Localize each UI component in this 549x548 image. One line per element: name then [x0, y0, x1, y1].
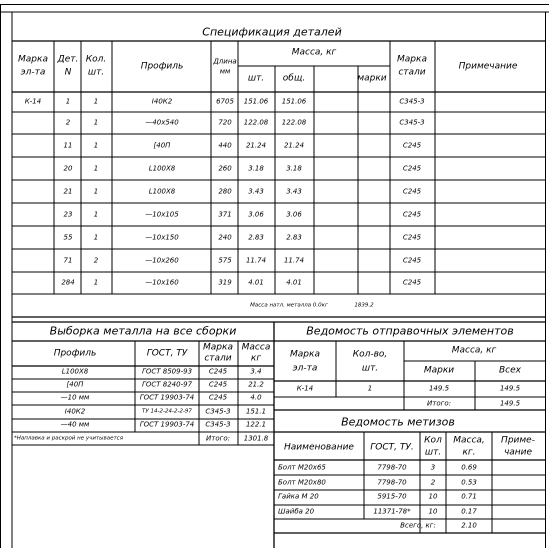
- header-marka-stali-line2: стали: [398, 67, 426, 78]
- table-cell: 4.01: [286, 278, 302, 287]
- header-obsh: общ.: [282, 73, 306, 84]
- table-cell: 3.4: [250, 367, 262, 376]
- table-cell: 2.83: [286, 233, 302, 242]
- table-cell: 1: [93, 187, 99, 196]
- table-cell: 5915-70: [377, 492, 407, 501]
- spec-total-value: 1839.2: [354, 302, 374, 309]
- header-profil: Профиль: [140, 61, 184, 72]
- metizy-title: Ведомость метизов: [341, 415, 455, 429]
- vyborka-total-label: Итого:: [206, 434, 230, 443]
- table-cell: 1: [93, 97, 99, 106]
- table-cell: 319: [218, 278, 232, 287]
- table-cell: [40П: [153, 141, 171, 150]
- header-dlina-line2: мм: [219, 67, 231, 76]
- table-cell: 3: [430, 463, 436, 472]
- table-cell: —40х540: [145, 118, 179, 127]
- table-cell: С345-3: [205, 420, 231, 429]
- table-cell: 0.17: [461, 507, 477, 516]
- table-cell: —10х150: [145, 233, 179, 242]
- metizy-header-gost: ГОСТ, ТУ.: [370, 442, 414, 453]
- table-cell: 1: [93, 210, 99, 219]
- spec-total-label: Масса натл. металла 0.0кг: [250, 302, 328, 309]
- table-cell: [40П: [66, 380, 84, 389]
- table-cell: С245: [402, 164, 422, 173]
- table-cell: I40К2: [151, 97, 173, 106]
- table-cell: 122.08: [281, 118, 307, 127]
- header-sht: шт.: [247, 73, 265, 84]
- metizy-header-kol-line1: Кол: [424, 435, 442, 446]
- header-kol-line2: шт.: [87, 67, 105, 78]
- table-cell: С245: [402, 278, 422, 287]
- table-cell: С245: [208, 380, 228, 389]
- vyborka-header-stal-line2: стали: [204, 353, 232, 364]
- table-cell: 371: [218, 210, 232, 219]
- table-cell: 23: [63, 210, 73, 219]
- metizy-header-prim-line2: чание: [503, 447, 533, 458]
- table-cell: 0.53: [461, 478, 477, 487]
- vyborka-header-massa-line2: кг: [250, 353, 262, 364]
- table-cell: 2: [430, 478, 436, 487]
- table-cell: 0.69: [461, 463, 477, 472]
- otpravka-header-marka-line1: Марка: [290, 349, 320, 360]
- table-cell: L100Х8: [148, 164, 176, 173]
- table-cell: С345-3: [399, 97, 425, 106]
- metizy-header-massa-line1: Масса,: [453, 435, 485, 446]
- table-cell: Болт М20х65: [278, 463, 326, 472]
- header-marka-el-line2: эл-та: [20, 67, 46, 78]
- table-cell: 11.74: [283, 256, 305, 265]
- table-cell: 2: [93, 256, 99, 265]
- table-cell: С245: [208, 367, 228, 376]
- table-cell: 3.43: [248, 187, 264, 196]
- otpravka-header-kolvo-line1: Кол-во,: [352, 349, 388, 360]
- spec-title: Спецификация деталей: [202, 25, 342, 39]
- table-cell: 720: [218, 118, 232, 127]
- table-cell: —10х160: [145, 278, 179, 287]
- table-cell: С245: [402, 233, 422, 242]
- table-cell: 3.18: [248, 164, 264, 173]
- header-det-line2: N: [64, 67, 72, 78]
- table-cell: Гайка М 20: [278, 492, 319, 501]
- table-cell: 4.0: [250, 393, 262, 402]
- table-cell: 122.1: [245, 420, 267, 429]
- header-kol-line1: Кол.: [85, 54, 107, 65]
- table-cell: 280: [218, 187, 232, 196]
- metizy-header-kol-line2: шт.: [424, 447, 442, 458]
- vyborka-header-stal-line1: Марка: [203, 342, 233, 353]
- table-cell: С245: [402, 256, 422, 265]
- header-marka-stali-line1: Марка: [397, 54, 427, 65]
- otpravka-header-marki: Марки: [423, 365, 455, 376]
- table-cell: С345-3: [399, 118, 425, 127]
- table-cell: —10х105: [145, 210, 179, 219]
- header-marka-el-line1: Марка: [18, 54, 48, 65]
- table-cell: 20: [63, 164, 73, 173]
- table-cell: С245: [208, 393, 228, 402]
- table-cell: 10: [428, 507, 438, 516]
- table-cell: 3.43: [286, 187, 302, 196]
- header-dlina-line1: Длина: [213, 57, 237, 66]
- otpravka-header-massa: Масса, кг: [451, 345, 497, 356]
- table-cell: 260: [218, 164, 232, 173]
- table-cell: К-14: [296, 384, 314, 393]
- otpravka-total-label: Итого:: [427, 399, 451, 408]
- table-cell: 55: [63, 233, 73, 242]
- vyborka-total-value: 1301.8: [243, 434, 269, 443]
- table-cell: 3.06: [286, 210, 302, 219]
- vyborka-header-gost: ГОСТ, ТУ: [146, 348, 188, 359]
- table-cell: 11: [63, 141, 73, 150]
- table-cell: 10: [428, 492, 438, 501]
- table-cell: 3.06: [248, 210, 264, 219]
- table-cell: Болт М20х80: [278, 478, 326, 487]
- otpravka-header-kolvo-line2: шт.: [361, 363, 379, 374]
- table-cell: 11371-78*: [373, 507, 411, 516]
- table-cell: —40 мм: [60, 420, 90, 429]
- table-cell: L100Х8: [61, 367, 89, 376]
- metizy-total-label: Всего, кг:: [400, 521, 436, 530]
- table-cell: 1: [93, 164, 99, 173]
- table-cell: 11.74: [245, 256, 267, 265]
- table-cell: 149.5: [499, 384, 521, 393]
- table-cell: 1: [65, 97, 71, 106]
- table-cell: I40К2: [64, 407, 86, 416]
- table-cell: 575: [218, 256, 232, 265]
- table-cell: 240: [218, 233, 232, 242]
- table-cell: 440: [218, 141, 232, 150]
- table-cell: 21.24: [245, 141, 267, 150]
- table-cell: —10х260: [145, 256, 179, 265]
- table-cell: 1: [93, 233, 99, 242]
- vyborka-header-profil: Профиль: [53, 348, 97, 359]
- vyborka-header-massa-line1: Масса: [241, 342, 271, 353]
- table-cell: 2.83: [248, 233, 264, 242]
- table-cell: 21: [63, 187, 73, 196]
- table-cell: 0.71: [461, 492, 477, 501]
- table-cell: 4.01: [248, 278, 264, 287]
- otpravka-title: Ведомость отправочных элементов: [306, 324, 514, 338]
- table-cell: С245: [402, 210, 422, 219]
- otpravka-header-vseh: Всех: [499, 365, 521, 376]
- metizy-header-massa-line2: кг.: [462, 447, 476, 458]
- table-cell: 151.06: [281, 97, 307, 106]
- vyborka-note: *Наплавка и раскрой не учитывается: [14, 435, 124, 442]
- table-cell: ГОСТ 19903-74: [139, 393, 195, 402]
- table-cell: 7798-70: [377, 463, 407, 472]
- header-marki: марки: [357, 73, 387, 84]
- table-cell: 21.2: [248, 380, 264, 389]
- metizy-total-value: 2.10: [461, 521, 477, 530]
- table-cell: 284: [61, 278, 75, 287]
- table-cell: ГОСТ 19903-74: [139, 420, 195, 429]
- header-det-line1: Дет.: [57, 54, 79, 65]
- metizy-header-name: Наименование: [284, 442, 354, 453]
- element-mark: К-14: [24, 97, 42, 106]
- table-cell: С245: [402, 187, 422, 196]
- otpravka-total-value: 149.5: [499, 399, 521, 408]
- table-cell: 151.1: [245, 407, 267, 416]
- header-primechanie: Примечание: [458, 61, 518, 72]
- table-cell: 6705: [216, 97, 234, 106]
- table-cell: 2: [65, 118, 71, 127]
- table-cell: 149.5: [428, 384, 450, 393]
- table-cell: ГОСТ 8240-97: [141, 380, 193, 389]
- table-cell: 1: [93, 141, 99, 150]
- table-cell: 21.24: [283, 141, 305, 150]
- table-cell: 151.06: [243, 97, 269, 106]
- table-cell: 1: [93, 278, 99, 287]
- table-cell: 122.08: [243, 118, 269, 127]
- table-cell: ГОСТ 8509-93: [141, 367, 193, 376]
- vyborka-title: Выборка металла на все сборки: [49, 324, 237, 338]
- table-cell: 3.18: [286, 164, 302, 173]
- table-cell: С245: [402, 141, 422, 150]
- table-cell: L100Х8: [148, 187, 176, 196]
- table-cell: ТУ 14-2-24-2-2-97: [142, 408, 192, 415]
- table-cell: 71: [63, 256, 73, 265]
- otpravka-header-marka-line2: эл-та: [292, 363, 318, 374]
- table-cell: 7798-70: [377, 478, 407, 487]
- table-cell: 1: [367, 384, 373, 393]
- table-cell: Шайба 20: [278, 507, 315, 516]
- metizy-header-prim-line1: Приме-: [501, 435, 535, 446]
- table-cell: С345-3: [205, 407, 231, 416]
- header-massa: Масса, кг: [291, 47, 337, 58]
- table-cell: —10 мм: [60, 393, 90, 402]
- table-cell: 1: [93, 118, 99, 127]
